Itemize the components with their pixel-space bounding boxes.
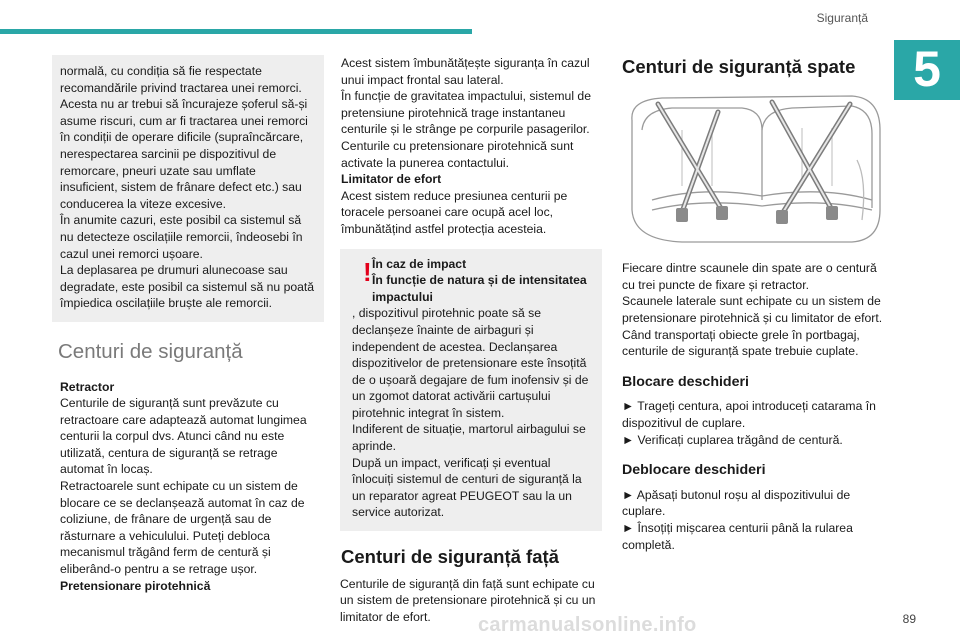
warning-title: În caz de impact <box>372 256 467 271</box>
warning-box <box>340 249 602 532</box>
page-number: 89 <box>902 612 916 626</box>
warning-exclamation-icon: ! <box>363 256 372 287</box>
subheading-locking: Blocare deschideri <box>622 373 749 390</box>
instruction-step: ► Însoțiți mișcarea centurii până la rularea completă. <box>622 520 853 552</box>
instruction-step: ► Verificați cuplarea trăgând de centură. <box>622 432 843 447</box>
paragraph: Centurile cu pretensionare pirotehnică sunt activate la punerea contactului. <box>341 138 574 170</box>
paragraph: Retractoarele sunt echipate cu un sistem de blocare ce se declanșează automat în caz de coliziune, de frânare de urgență sau de răsturnare a vehiculului. Puteți debloca mecanismul trăgând ferm de centură și eliberând-o pentru a se retrage ușor. <box>60 479 305 577</box>
paragraph: Acest sistem îmbunătățește siguranța în cazul unui impact frontal sau lateral. <box>341 56 590 87</box>
section-heading-front-belts: Centuri de siguranță față <box>341 546 559 568</box>
note-paragraph: normală, cu condiția să fie respectate recomandările privind tractarea unei remorci. Acesta nu ar trebui să încurajeze șoferul să-și asume riscuri, cum ar fi tractarea unei remorci în condiții de operare dificile (supraîncărcare, nerespectarea sarcinii pe dispozitivul de remorcare, pneuri uzate sau umflate insuficient, sistem de frânare defect etc.) sau conducerea la viteze excesive. <box>60 64 308 211</box>
section-title: Siguranță <box>816 11 868 25</box>
warning-text: După un impact, verificați și eventual înlocuiți sistemul de centuri de siguranță la un reparator agreat PEUGEOT sau la un service autorizat. <box>352 455 582 520</box>
paragraph: Fiecare dintre scaunele din spate are o centură cu trei puncte de fixare și retractor. <box>622 261 877 292</box>
header-accent-bar <box>0 29 472 34</box>
paragraph: Acest sistem reduce presiunea centurii pe toracele persoanei care ocupă acel loc, îmbunătățind astfel protecția acesteia. <box>341 188 568 236</box>
subheading-pretension: Pretensionare pirotehnică <box>60 578 211 593</box>
chapter-number-badge: 5 <box>894 40 960 100</box>
paragraph: Când transportați obiecte grele în portbagaj, centurile de siguranță spate trebuie cuplate. <box>622 327 860 359</box>
watermark: carmanualsonline.info <box>478 614 697 636</box>
warning-text: , dispozitivul pirotehnic poate să se declanșeze înainte de airbaguri și independent de acestea. Declanșarea dispozitivelor de pretensionare este însoțită de o ușoară degajare de fum inofensiv și de un zgomot datorat activării cartușului pirotehnic integrat în sistem. <box>352 306 589 420</box>
paragraph: Scaunele laterale sunt echipate cu un sistem de pretensionare pirotehnică și cu limitator de efort. <box>622 294 883 325</box>
paragraph: Centurile de siguranță sunt prevăzute cu retractoare care adaptează automat lungimea centurii la corpul dvs. Atunci când nu este utilizată, centura de siguranță se retrage automat în locaș. <box>60 396 307 477</box>
note-box <box>52 55 324 322</box>
paragraph: Centurile de siguranță din față sunt echipate cu un sistem de pretensionare pirotehnică și cu un limitator de efort. <box>340 576 596 624</box>
rear-seat-belts-illustration <box>622 90 886 250</box>
instruction-step: ► Trageți centura, apoi introduceți catarama în dispozitivul de cuplare. <box>622 399 876 430</box>
section-heading-seatbelts: Centuri de siguranță <box>58 339 243 363</box>
subheading-retractor: Retractor <box>60 379 115 394</box>
column-middle <box>340 55 602 625</box>
warning-lead-bold: În funcție de natura și de intensitatea impactului <box>372 273 587 304</box>
column-left <box>52 55 324 594</box>
subheading-limiter: Limitator de efort <box>341 172 442 187</box>
section-heading-rear-belts: Centuri de siguranță spate <box>622 56 856 77</box>
note-paragraph: La deplasarea pe drumuri alunecoase sau degradate, este posibil ca sistemul să nu poată împiedica oscilațiile bruște ale remorcii. <box>60 263 315 311</box>
instruction-step: ► Apăsați butonul roșu al dispozitivului de cuplare. <box>622 487 851 519</box>
paragraph: În funcție de gravitatea impactului, sistemul de pretensiune pirotehnică trage instantaneu centurile și le strânge pe corpurile pasagerilor. <box>341 89 591 137</box>
note-paragraph: În anumite cazuri, este posibil ca sistemul să nu detecteze oscilațiile remorcii, îndeosebi în cazul unei remorci ușoare. <box>60 213 303 261</box>
warning-text: Indiferent de situație, martorul airbagului se aprinde. <box>352 422 586 454</box>
subheading-unlocking: Deblocare deschideri <box>622 462 766 479</box>
column-right <box>622 55 886 553</box>
